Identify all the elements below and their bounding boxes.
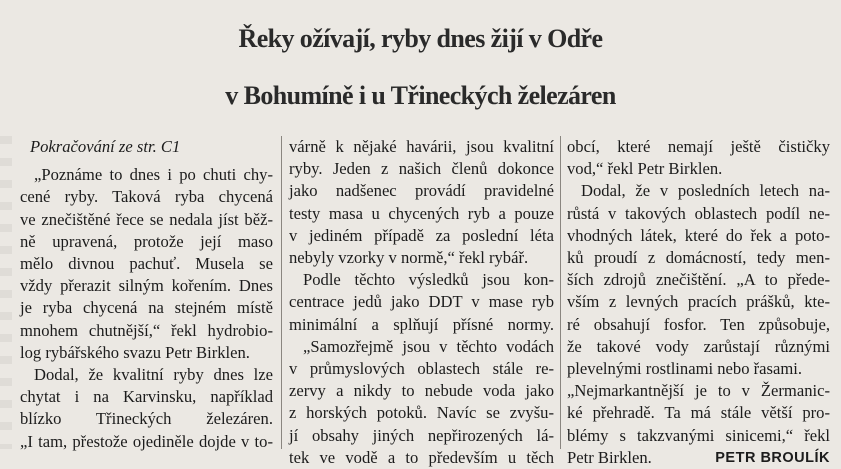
headline-line-2: v Bohumíně i u Třineckých železáren [225,81,616,110]
text-line: v jediném případě za poslední léta [289,225,554,245]
article-column-2 [289,136,554,469]
text-line: vším z levných pracích prášků, kte- [567,292,830,312]
text-line: blízko Třineckých železáren. [20,409,273,429]
text-line: ré obsahují fosfor. Ten způsobuje, [567,314,830,334]
text-line: „Nejmarkantnější je to v Žermanic- [567,381,830,401]
text-line: mnohem chutnější,“ řekl hydrobio- [20,320,273,340]
text-line: jako nadšenec provádí pravidelné [289,181,554,201]
text-line: mělo divnou pachuť. Musela se [20,254,273,274]
text-line: Dodal, že v posledních letech na- [581,181,830,201]
text-line: „Poznáme to dnes i po chuti chy- [34,165,273,185]
text-line: zervy a nikdy to nebude voda jako [289,381,554,401]
adjacent-article-edge [0,136,12,449]
headline-line-1: Řeky ožívají, ryby dnes žijí v Odře [238,24,603,53]
text-line: růstá v takových oblastech podíl ne- [567,203,830,223]
text-line: plevelnými rostlinami nebo řasami. [567,359,803,379]
text-line: Dodal, že kvalitní ryby dnes lze [34,365,273,385]
text-line: je ryba chycená na stejném místě [20,298,273,318]
text-line: že takové vody zarůstají různými [567,336,830,356]
text-line: ně upravená, protože její maso [20,231,273,251]
text-line: ké přehradě. Ta má stále větší pro- [567,403,830,423]
final-line [567,447,830,469]
text-line: minimální a splňují přísné normy. [289,314,554,334]
text-line: „I tam, přestože ojediněle dojde v to- [20,431,273,451]
text-line: log rybářského svazu Petr Birklen. [20,342,250,362]
headline [0,0,841,130]
continuation-note: Pokračování ze str. C1 [30,137,181,156]
text-line: ších zdrojů znečištění. „A to přede- [567,270,830,290]
text-line: Petr Birklen. [567,447,652,467]
article-column-3 [567,136,830,469]
text-line: vhodných látek, které do řek a poto- [567,225,830,245]
text-line: v průmyslových oblastech stále re- [289,359,554,379]
text-line: ryby. Jeden z našich členů dokonce [289,159,554,179]
text-line: nebyly vzorky v normě,“ řekl rybář. [289,248,529,268]
text-line: jí obsahy jiných nepřirozených lá- [289,425,554,445]
column-divider [560,136,561,449]
article-column-1 [20,136,273,453]
text-line: blémy s takzvanými sinicemi,“ řekl [567,425,830,445]
author-byline: PETR BROULÍK [715,449,830,466]
text-line: obcí, které nemají ještě čističky [567,137,830,156]
text-line: tek ve vodě a to především u těch [289,447,554,467]
text-line: „Samozřejmě jsou v těchto vodách [303,336,554,356]
text-line: vod,“ řekl Petr Birklen. [567,159,723,179]
text-line: ve znečištěné řece se nedala jíst běž- [20,209,273,229]
text-line: cené ryby. Taková ryba chycená [20,187,273,207]
text-line: várně k nějaké havárii, jsou kvalitní [289,137,554,156]
text-line: vždy přerazit silným kořením. Dnes [20,276,273,296]
text-line: centrace jedů jako DDT v mase ryb [289,292,554,312]
text-line: z horských potoků. Navíc se zvyšu- [289,403,554,423]
text-line: testy masa u chycených ryb a pouze [289,203,554,223]
column-divider [281,136,282,449]
text-line: ků proudí z domácností, tedy men- [567,248,830,268]
text-line: Podle těchto výsledků jsou kon- [303,270,554,290]
text-line: chytat i na Karvinsku, například [20,387,273,407]
